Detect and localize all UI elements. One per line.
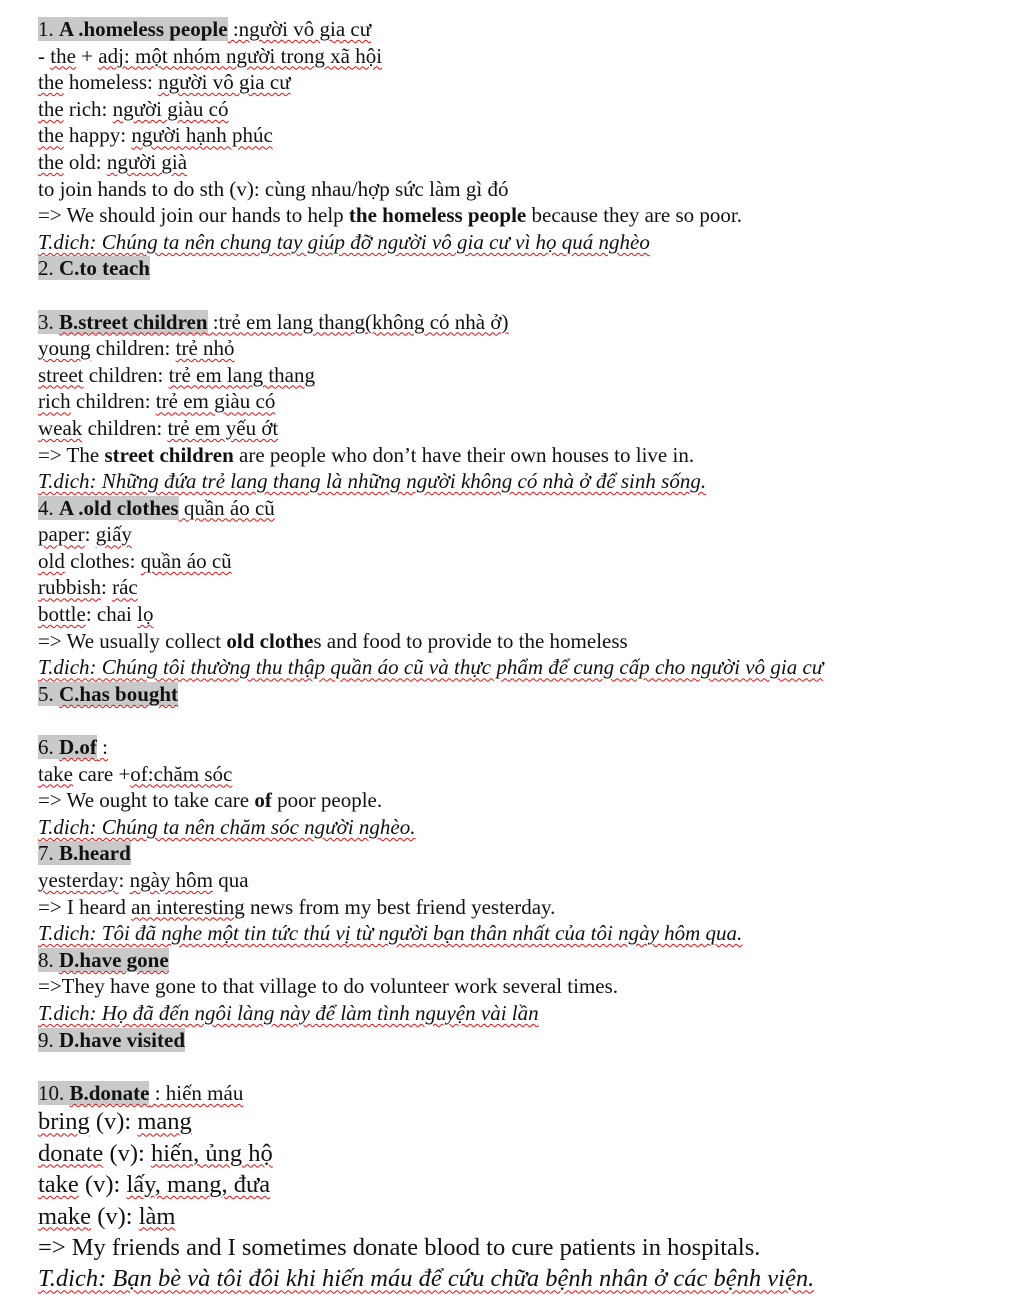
answer-highlight: C.to teach — [59, 256, 150, 281]
text-segment: s and food to provide to the homeless — [313, 628, 628, 653]
answer-highlight: A .homeless people — [59, 17, 228, 41]
text-segment: of — [254, 788, 272, 813]
text-segment: old: — [63, 149, 107, 174]
text-segment: trẻ em giàu có — [155, 389, 276, 414]
answer-highlight: 6. — [38, 735, 59, 760]
text-line-l13 — [38, 362, 1024, 389]
answer-highlight: 10. — [38, 1080, 70, 1105]
text-line-l23 — [38, 628, 1024, 655]
translation-text: T.dich: Chúng ta nên chung tay giúp đỡ người vô gia cư vì họ quá nghèo — [38, 229, 650, 254]
text-segment: lấy, mang, đưa — [126, 1171, 271, 1199]
blank-line — [38, 707, 1024, 734]
text-line-l29 — [38, 814, 1024, 841]
text-segment: children: — [70, 389, 156, 414]
text-line-l6 — [38, 149, 1024, 176]
text-segment: children: — [83, 362, 169, 387]
text-segment: =>They have gone to that village to do volunteer work several times. — [38, 974, 619, 999]
answer-highlight: 7. — [38, 841, 59, 866]
text-segment: the homeless people — [348, 203, 527, 228]
answer-highlight: 9. — [38, 1027, 59, 1052]
text-segment: children: — [90, 336, 176, 361]
text-line-l35 — [38, 973, 1024, 1000]
text-line-l27 — [38, 761, 1024, 788]
translation-text: T.dich: Họ đã đến ngôi làng này để làm tình nguyện vài lần — [38, 1000, 539, 1025]
text-line-l15 — [38, 415, 1024, 442]
text-segment: :trẻ em lang thang(không có nhà ở) — [207, 309, 509, 334]
text-segment: take — [38, 1171, 79, 1199]
text-segment: : — [84, 522, 96, 547]
text-line-l16 — [38, 442, 1024, 469]
text-segment: street children — [104, 442, 234, 467]
text-line-l30 — [38, 840, 1024, 867]
text-line-l34 — [38, 947, 1024, 974]
translation-text: T.dich: Chúng tôi thường thu thập quần áo cũ và thực phẩm để cung cấp cho người vô gia cư — [38, 655, 824, 680]
text-segment: rich — [38, 389, 71, 414]
text-segment: người vô gia cư — [158, 70, 291, 95]
translation-text: T.dich: Bạn bè và tôi đôi khi hiến máu để cứu chữa bệnh nhân ở các bệnh viện. — [38, 1265, 815, 1293]
answer-highlight: D.have gone — [59, 947, 169, 972]
text-segment: người giàu có — [112, 96, 229, 121]
text-segment: old clothe — [226, 628, 314, 653]
answer-highlight: 3. — [38, 309, 59, 334]
answer-highlight: D.have visited — [59, 1027, 185, 1052]
text-line-l1 — [38, 16, 1024, 43]
text-segment: => We usually collect — [38, 628, 227, 653]
text-segment: make — [38, 1202, 92, 1230]
text-segment: (v): — [103, 1139, 151, 1167]
text-line-l14 — [38, 388, 1024, 415]
text-segment: (v): — [89, 1108, 138, 1136]
text-line-l22 — [38, 601, 1024, 628]
text-line-l4 — [38, 96, 1024, 123]
text-segment: quần áo cũ — [140, 548, 232, 573]
text-segment: ngày hôm — [129, 868, 213, 892]
text-segment: bottle — [38, 602, 86, 627]
text-segment: homeless: — [63, 70, 159, 95]
text-segment: qua — [212, 868, 249, 892]
text-segment: children: — [82, 415, 168, 440]
answer-highlight: C.has bought — [59, 681, 179, 706]
text-segment: donate — [38, 1139, 104, 1167]
text-segment: take — [38, 761, 73, 786]
text-line-l2 — [38, 43, 1024, 70]
text-line-l11 — [38, 309, 1024, 336]
text-line-l19 — [38, 521, 1024, 548]
text-segment: :người vô gia cư — [227, 17, 372, 41]
text-segment: rác — [112, 575, 138, 600]
text-segment: : — [118, 868, 130, 892]
text-segment: the — [38, 96, 64, 121]
text-line-l5 — [38, 122, 1024, 149]
text-segment: (v): — [91, 1202, 139, 1230]
text-line-l18 — [38, 495, 1024, 522]
answer-highlight: 1. — [38, 17, 59, 41]
text-line-l31 — [38, 867, 1024, 894]
text-line-l39 — [38, 1106, 1024, 1137]
answer-highlight: B.street children — [59, 309, 208, 334]
text-segment: to join hands to do sth (v): cùng nhau/hợp sức làm gì đó — [38, 176, 509, 201]
text-line-l9 — [38, 229, 1024, 256]
text-segment: : — [96, 735, 109, 760]
translation-text: T.dich: Những đứa trẻ lang thang là những người không có nhà ở để sinh sống. — [38, 469, 707, 494]
text-segment: (v): — [78, 1171, 127, 1199]
text-segment: => We ought to take care — [38, 788, 255, 813]
text-segment: trẻ nhỏ — [175, 336, 235, 361]
text-line-l21 — [38, 574, 1024, 601]
blank-line — [38, 282, 1024, 309]
answer-highlight: A .old clothes — [59, 495, 179, 520]
text-line-l33 — [38, 920, 1024, 947]
text-line-l12 — [38, 335, 1024, 362]
text-segment: lọ — [137, 602, 154, 627]
text-line-l40 — [38, 1138, 1024, 1169]
text-segment: người hạnh phúc — [131, 123, 273, 148]
text-segment: => I heard — [38, 894, 132, 919]
text-line-l26 — [38, 734, 1024, 761]
text-segment: - — [38, 43, 51, 68]
text-line-l3 — [38, 69, 1024, 96]
text-segment: the — [50, 43, 76, 68]
text-segment: => My friends and I sometimes donate blood to cure patients in hospitals. — [38, 1233, 761, 1261]
text-segment: làm — [138, 1202, 176, 1230]
text-line-l44 — [38, 1263, 1024, 1294]
text-line-l17 — [38, 468, 1024, 495]
translation-text: T.dich: Chúng ta nên chăm sóc người nghèo. — [38, 814, 416, 839]
text-line-l42 — [38, 1201, 1024, 1232]
answer-highlight: D.of — [59, 735, 97, 760]
text-line-l38 — [38, 1080, 1024, 1107]
text-segment: young — [38, 336, 91, 361]
text-segment: of:chăm sóc — [130, 761, 233, 786]
text-segment: trẻ em yếu ớt — [167, 415, 279, 440]
text-segment: giấy — [95, 522, 132, 547]
text-segment: rubbish — [38, 575, 101, 600]
text-segment: the — [38, 149, 64, 174]
text-line-l36 — [38, 1000, 1024, 1027]
text-segment: : — [101, 575, 113, 600]
text-segment: hiến, ủng hộ — [150, 1139, 273, 1167]
text-segment: người già — [106, 149, 188, 174]
text-segment: care + — [72, 761, 131, 786]
text-segment: weak — [38, 415, 83, 440]
text-segment: news from my best friend yesterday. — [244, 894, 556, 919]
text-line-l10 — [38, 255, 1024, 282]
text-segment: adj: một nhóm người trong xã hội — [98, 43, 383, 68]
answer-highlight: B.heard — [59, 841, 131, 866]
text-segment: happy: — [63, 123, 132, 148]
text-segment: because they are so poor. — [526, 203, 743, 228]
text-line-l37 — [38, 1027, 1024, 1054]
text-segment: the — [38, 70, 64, 95]
translation-text: T.dich: Tôi đã nghe một tin tức thú vị từ người bạn thân nhất của tôi ngày hôm qua. — [38, 921, 743, 946]
text-segment: are people who don’t have their own houses to live in. — [233, 442, 695, 467]
text-segment: clothes: — [64, 548, 141, 573]
text-segment: : hiến máu — [149, 1080, 244, 1105]
text-line-l43 — [38, 1232, 1024, 1263]
blank-line — [38, 1053, 1024, 1080]
text-segment: old — [38, 548, 65, 573]
text-line-l32 — [38, 894, 1024, 921]
text-segment: + — [75, 43, 99, 68]
text-segment: => The — [38, 442, 105, 467]
answer-highlight: 5. — [38, 681, 59, 706]
text-segment: the — [38, 123, 64, 148]
answer-highlight: 8. — [38, 947, 59, 972]
text-segment: trẻ em lang thang — [168, 362, 315, 387]
text-segment: mang — [137, 1108, 192, 1136]
text-line-l8 — [38, 202, 1024, 229]
text-segment: rich: — [63, 96, 113, 121]
text-line-l41 — [38, 1169, 1024, 1200]
answer-highlight: 4. — [38, 495, 59, 520]
text-segment: yesterday — [38, 868, 119, 892]
text-segment: bring — [38, 1108, 90, 1136]
text-line-l20 — [38, 548, 1024, 575]
text-segment: street — [38, 362, 84, 387]
answer-highlight: B.donate — [69, 1080, 150, 1105]
text-segment: quần áo cũ — [178, 495, 275, 520]
text-line-l28 — [38, 787, 1024, 814]
text-line-l7 — [38, 176, 1024, 203]
answer-highlight: 2. — [38, 256, 59, 281]
text-segment: : chai — [85, 602, 138, 627]
text-segment: paper — [38, 522, 85, 547]
text-segment: poor people. — [271, 788, 383, 813]
text-line-l24 — [38, 654, 1024, 681]
text-segment: => We should join our hands to help — [38, 203, 349, 228]
text-segment: an interesting — [131, 894, 245, 919]
text-line-l25 — [38, 681, 1024, 708]
